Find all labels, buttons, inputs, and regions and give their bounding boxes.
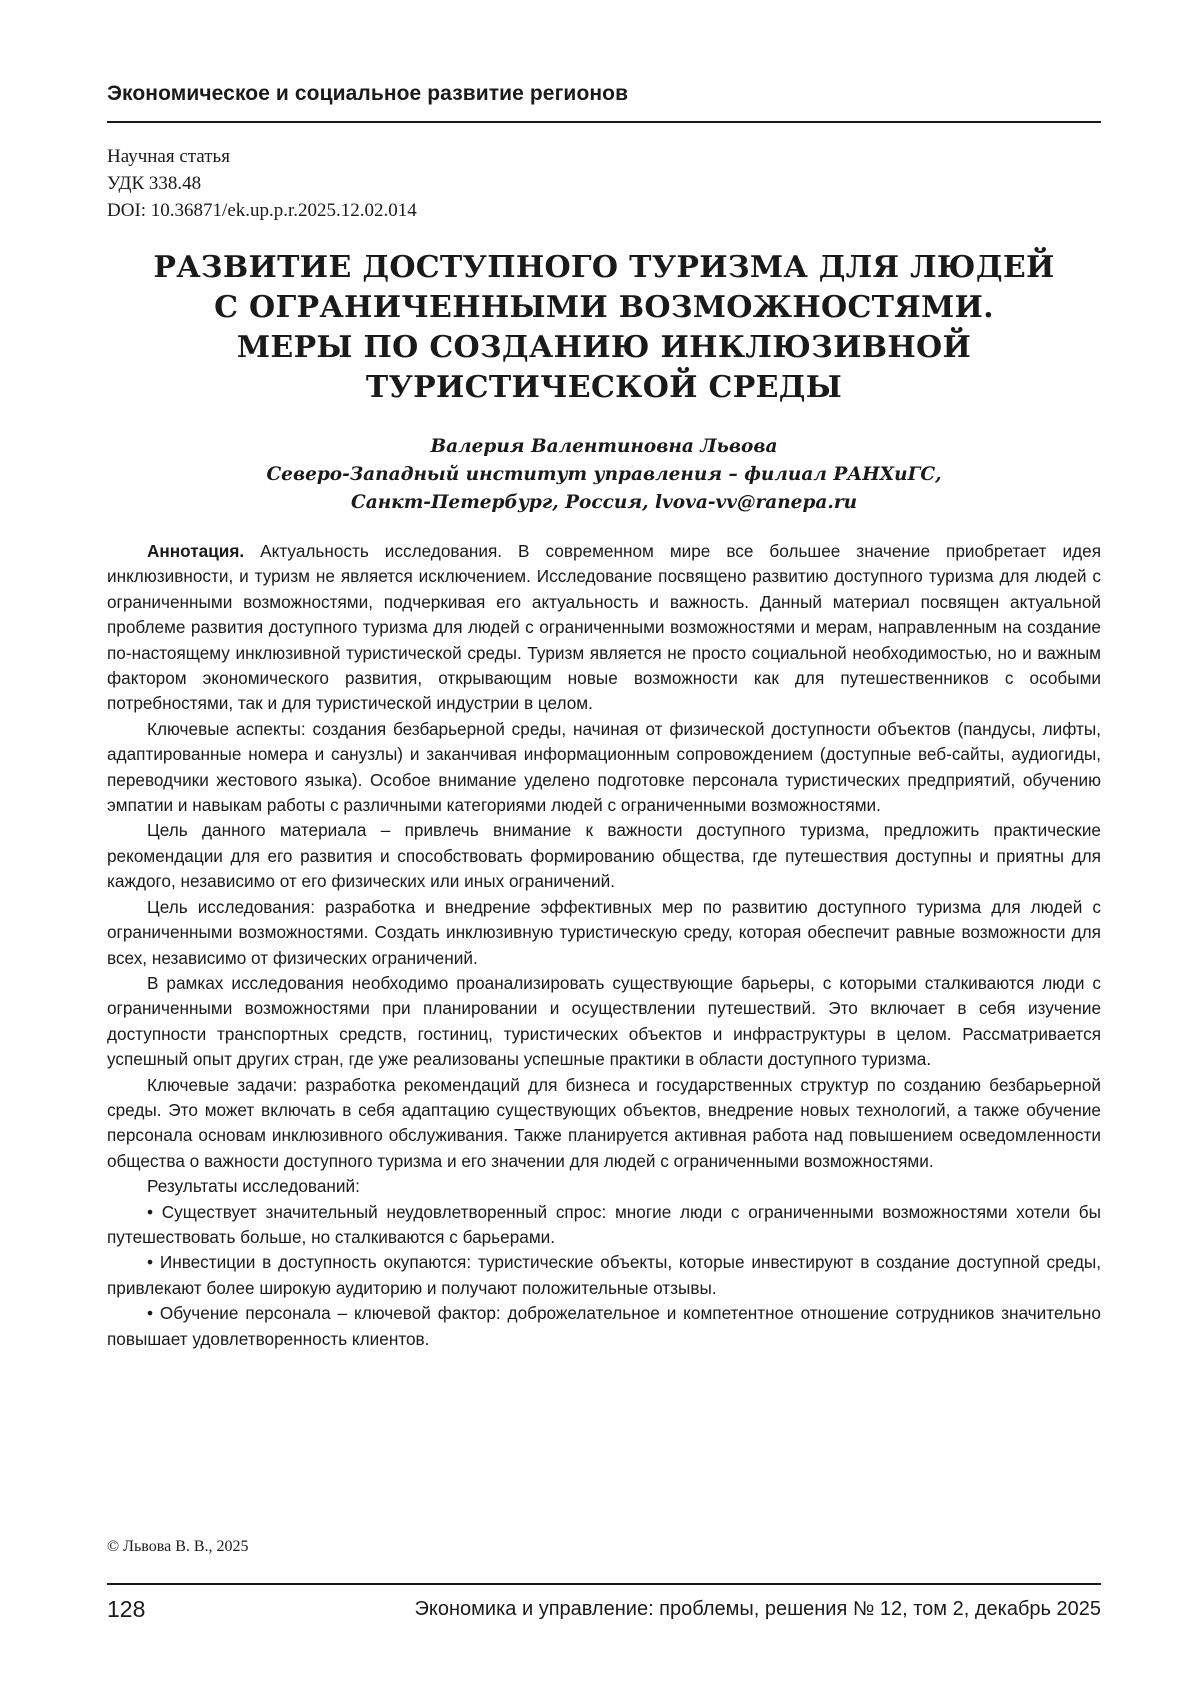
page-number: 128 xyxy=(107,1596,145,1623)
author-affiliation: Северо-Западный институт управления – филиал РАНХиГС, xyxy=(107,461,1101,489)
abstract-paragraph: Ключевые задачи: разработка рекомендаций для бизнеса и государственных структур по созданию безбарьерной среды. Это может включать в себя адаптацию существующих объектов, внедрение новых технологий, а также обучение персонала основам инклюзивного обслуживания. Также планируется активная работа над повышением осведомленности общества о важности доступного туризма и его значении для людей с ограниченными возможностями. xyxy=(107,1073,1101,1175)
footer-rule xyxy=(107,1583,1101,1585)
abstract-paragraph-text: Актуальность исследования. В современном мире все большее значение приобретает идея инклюзивности, и туризм не является исключением. Исследование посвящено развитию доступного туризма для людей с ограниченными возможностями, подчеркивая его актуальность и важность. Данный материал посвящен актуальной проблеме развития доступного туризма для людей с ограниченными возможностями и мерам, направленным на создание по-настоящему инклюзивной туристической среды. Туризм является не просто социальной необходимостью, но и важным фактором экономического развития, открывающим новые возможности как для путешественников с особыми потребностями, так и для туристической индустрии в целом. xyxy=(107,541,1101,713)
title-line: С ОГРАНИЧЕННЫМИ ВОЗМОЖНОСТЯМИ. xyxy=(107,288,1101,328)
article-type: Научная статья xyxy=(107,143,417,170)
title-line: ТУРИСТИЧЕСКОЙ СРЕДЫ xyxy=(107,368,1101,408)
section-header: Экономическое и социальное развитие регионов xyxy=(107,82,628,106)
abstract-paragraph: В рамках исследования необходимо проанализировать существующие барьеры, с которыми сталкиваются люди с ограниченными возможностями при планировании и осуществлении путешествий. Это включает в себя изучение доступности транспортных средств, гостиниц, туристических объектов и инфраструктуры в целом. Рассматривается успешный опыт других стран, где уже реализованы успешные практики в области доступного туризма. xyxy=(107,971,1101,1073)
title-line: РАЗВИТИЕ ДОСТУПНОГО ТУРИЗМА ДЛЯ ЛЮДЕЙ xyxy=(107,248,1101,288)
abstract-paragraph: Ключевые аспекты: создания безбарьерной среды, начиная от физической доступности объектов (пандусы, лифты, адаптированные номера и санузлы) и заканчивая информационным сопровождением (доступные веб-сайты, аудиогиды, переводчики жестового языка). Особое внимание уделено подготовке персонала туристических предприятий, обучению эмпатии и навыкам работы с различными категориями людей с ограниченными возможностями. xyxy=(107,717,1101,819)
results-heading: Результаты исследований: xyxy=(107,1174,1101,1199)
journal-citation: Экономика и управление: проблемы, решения № 12, том 2, декабрь 2025 xyxy=(415,1598,1101,1621)
results-bullet: • Инвестиции в доступность окупаются: туристические объекты, которые инвестируют в создание доступной среды, привлекают более широкую аудиторию и получают положительные отзывы. xyxy=(107,1250,1101,1301)
copyright-notice: © Львова В. В., 2025 xyxy=(107,1538,249,1556)
abstract-paragraph: Цель исследования: разработка и внедрение эффективных мер по развитию доступного туризма для людей с ограниченными возможностями. Создать инклюзивную туристическую среду, которая обеспечит равные возможности для всех, независимо от физических ограничений. xyxy=(107,895,1101,971)
author-block xyxy=(107,433,1101,517)
article-page xyxy=(107,0,1101,1698)
abstract xyxy=(107,539,1101,1352)
doi: DOI: 10.36871/ek.up.p.r.2025.12.02.014 xyxy=(107,197,417,224)
abstract-paragraph: Цель данного материала – привлечь внимание к важности доступного туризма, предложить практические рекомендации для его развития и способствовать формированию общества, где путешествия доступны и приятны для каждого, независимо от его физических или иных ограничений. xyxy=(107,818,1101,894)
results-bullet: • Существует значительный неудовлетворенный спрос: многие люди с ограниченными возможностями хотели бы путешествовать больше, но сталкиваются с барьерами. xyxy=(107,1200,1101,1251)
header-rule xyxy=(107,121,1101,123)
abstract-paragraph xyxy=(107,539,1101,717)
results-bullet: • Обучение персонала – ключевой фактор: доброжелательное и компетентное отношение сотрудников значительно повышает удовлетворенность клиентов. xyxy=(107,1301,1101,1352)
udc-code: УДК 338.48 xyxy=(107,170,417,197)
title-line: МЕРЫ ПО СОЗДАНИЮ ИНКЛЮЗИВНОЙ xyxy=(107,328,1101,368)
author-name: Валерия Валентиновна Львова xyxy=(107,433,1101,461)
abstract-label: Аннотация. xyxy=(147,541,244,561)
article-title xyxy=(107,248,1101,408)
author-location-email: Санкт-Петербург, Россия, lvova-vv@ranepa.ru xyxy=(107,489,1101,517)
article-meta xyxy=(107,143,417,224)
